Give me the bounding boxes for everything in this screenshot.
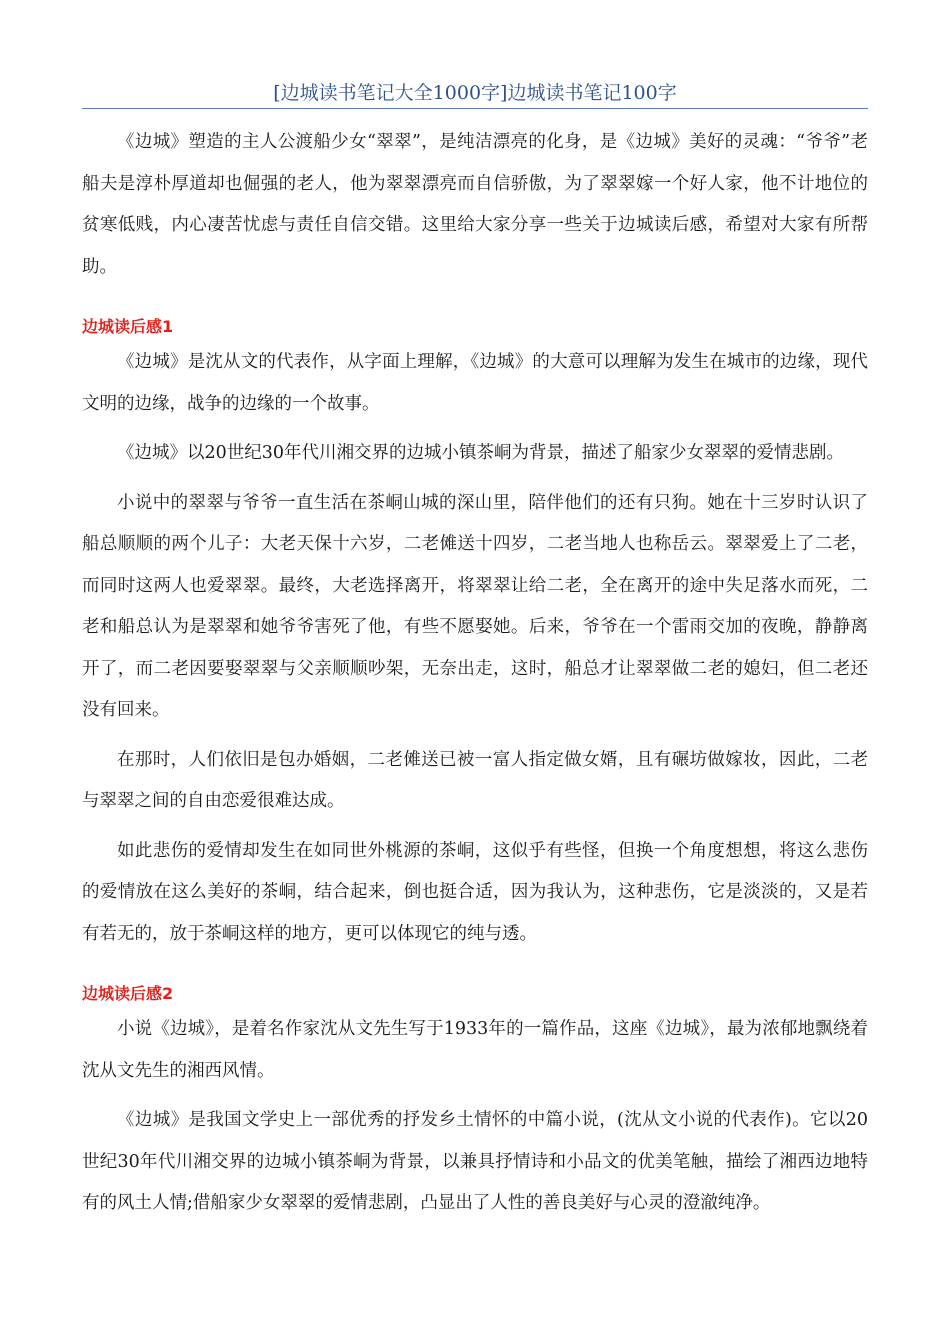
section-1-paragraph-3: 小说中的翠翠与爷爷一直生活在茶峒山城的深山里，陪伴他们的还有只狗。她在十三岁时认识了船总顺顺的两个儿子：大老天保十六岁，二老傩送十四岁，二老当地人也称岳云。翠翠爱上了二老，而同时这两人也爱翠翠。最终，大老选择离开，将翠翠让给二老，全在离开的途中失足落水而死，二老和船总认为是翠翠和她爷爷害死了他，有些不愿娶她。后来，爷爷在一个雷雨交加的夜晚，静静离开了，而二老因要娶翠翠与父亲顺顺吵架，无奈出走，这时，船总才让翠翠做二老的媳妇，但二老还没有回来。: [82, 492, 868, 720]
header-divider: [82, 108, 868, 109]
section-1-paragraph-5: 如此悲伤的爱情却发生在如同世外桃源的茶峒，这似乎有些怪，但换一个角度想想，将这么悲伤的爱情放在这么美好的茶峒，结合起来，倒也挺合适，因为我认为，这种悲伤，它是淡淡的，又是若有若无的，放于茶峒这样的地方，更可以体现它的纯与透。: [82, 840, 868, 944]
section-2-paragraph-2: 《边城》是我国文学史上一部优秀的抒发乡土情怀的中篇小说，(沈从文小说的代表作)。它以20世纪30年代川湘交界的边城小镇茶峒为背景，以兼具抒情诗和小品文的优美笔触，描绘了湘西边地特有的风土人情;借船家少女翠翠的爱情悲剧，凸显出了人性的善良美好与心灵的澄澈纯净。: [82, 1110, 868, 1213]
document-body: [82, 122, 868, 1233]
section-1-paragraph-1: 《边城》是沈从文的代表作，从字面上理解，《边城》的大意可以理解为发生在城市的边缘，现代文明的边缘，战争的边缘的一个故事。: [82, 352, 868, 414]
section-2-paragraph-1: 小说《边城》，是着名作家沈从文先生写于1933年的一篇作品，这座《边城》，最为浓郁地飘绕着沈从文先生的湘西风情。: [82, 1019, 868, 1081]
document-header-title: [边城读书笔记大全1000字]边城读书笔记100字: [273, 82, 677, 104]
section-heading-2: 边城读后感2: [82, 984, 174, 1003]
section-1-paragraph-4: 在那时，人们依旧是包办婚姻，二老傩送已被一富人指定做女婿，且有碾坊做嫁妆，因此，二老与翠翠之间的自由恋爱很难达成。: [82, 749, 868, 811]
section-1-paragraph-2: 《边城》以20世纪30年代川湘交界的边城小镇茶峒为背景，描述了船家少女翠翠的爱情悲剧。: [117, 443, 845, 463]
intro-paragraph: 《边城》塑造的主人公渡船少女“翠翠”，是纯洁漂亮的化身，是《边城》美好的灵魂：“爷爷”老船夫是淳朴厚道却也倔强的老人，他为翠翠漂亮而自信骄傲，为了翠翠嫁一个好人家，他不计地位的贫寒低贱，内心凄苦忧虑与责任自信交错。这里给大家分享一些关于边城读后感，希望对大家有所帮助。: [82, 132, 868, 277]
section-heading-1: 边城读后感1: [82, 317, 174, 336]
